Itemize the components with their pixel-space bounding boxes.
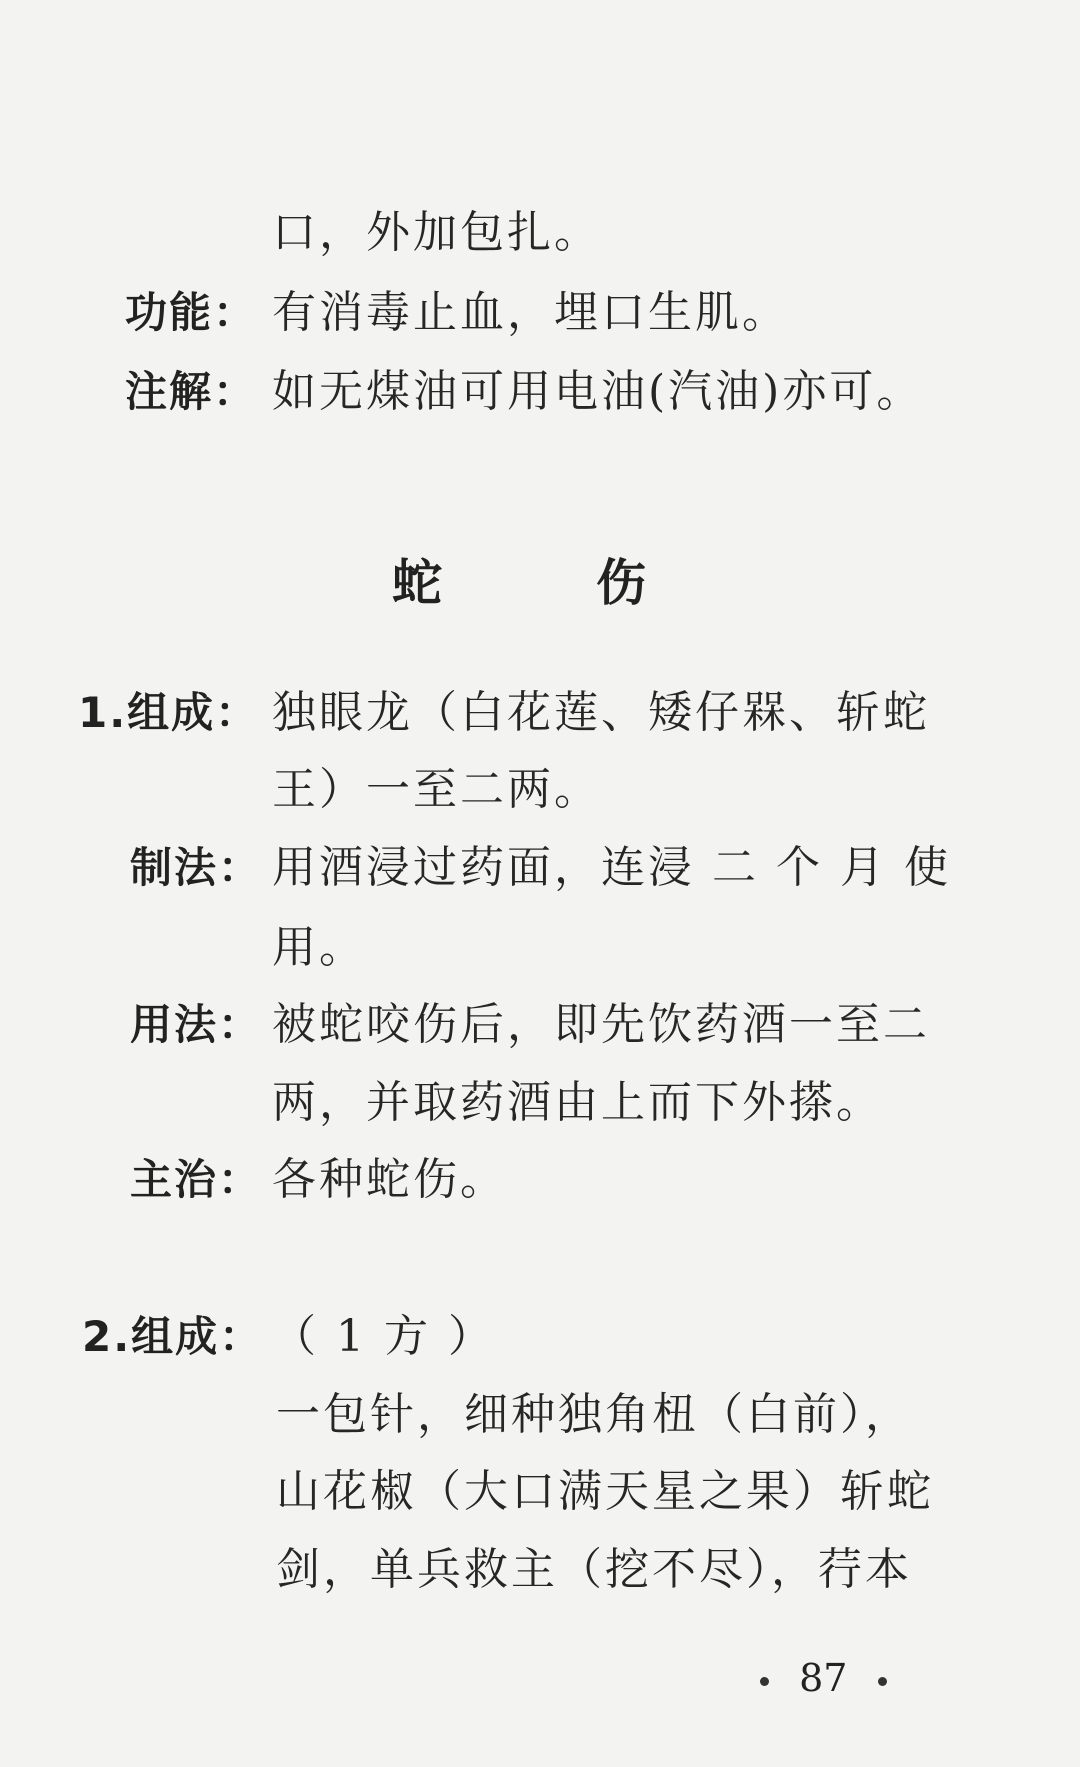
bullet-dot-left-icon — [760, 1677, 769, 1686]
item1-label: 1.组成： — [78, 688, 260, 737]
continuation-text: 口，外加包扎。 — [272, 207, 601, 258]
item2-line1: （ 1 方 ） — [272, 1311, 495, 1362]
zhifa-line1: 用酒浸过药面，连浸 二 个 月 使 — [272, 842, 951, 893]
page-number — [760, 1650, 887, 1706]
item1-line2: 王）一至二两。 — [272, 764, 601, 815]
gongneng-text: 有消毒止血，埋口生肌。 — [272, 287, 789, 338]
bullet-dot-right-icon — [878, 1677, 887, 1686]
section-heading-char-1: 蛇 — [392, 553, 442, 612]
yongfa-label: 用法： — [130, 1000, 263, 1049]
zhujie-label: 注解： — [125, 367, 258, 416]
zhuzhi-label: 主治： — [130, 1155, 263, 1204]
yongfa-line2: 两，并取药酒由上而下外搽。 — [272, 1077, 883, 1128]
item2-line2: 一包针，细种独角杻（白前）， — [276, 1389, 912, 1440]
zhifa-line2: 用。 — [272, 922, 366, 973]
section-heading-char-2: 伤 — [596, 553, 646, 612]
zhifa-label: 制法： — [130, 843, 263, 892]
item1-line1: 独眼龙（白花莲、矮仔槑、斩蛇 — [272, 687, 930, 738]
zhuzhi-text: 各种蛇伤。 — [272, 1154, 507, 1205]
yongfa-line1: 被蛇咬伤后，即先饮药酒一至二 — [272, 999, 930, 1050]
gongneng-label: 功能： — [125, 288, 258, 337]
item2-line4: 剑，单兵救主（挖不尽），荇本 — [276, 1544, 912, 1595]
item2-line3: 山花椒（大口满天星之果）斩蛇 — [276, 1466, 934, 1517]
page-number-text: 87 — [799, 1656, 848, 1700]
zhujie-text: 如无煤油可用电油(汽油)亦可。 — [272, 366, 924, 417]
item2-label: 2.组成： — [82, 1312, 264, 1361]
